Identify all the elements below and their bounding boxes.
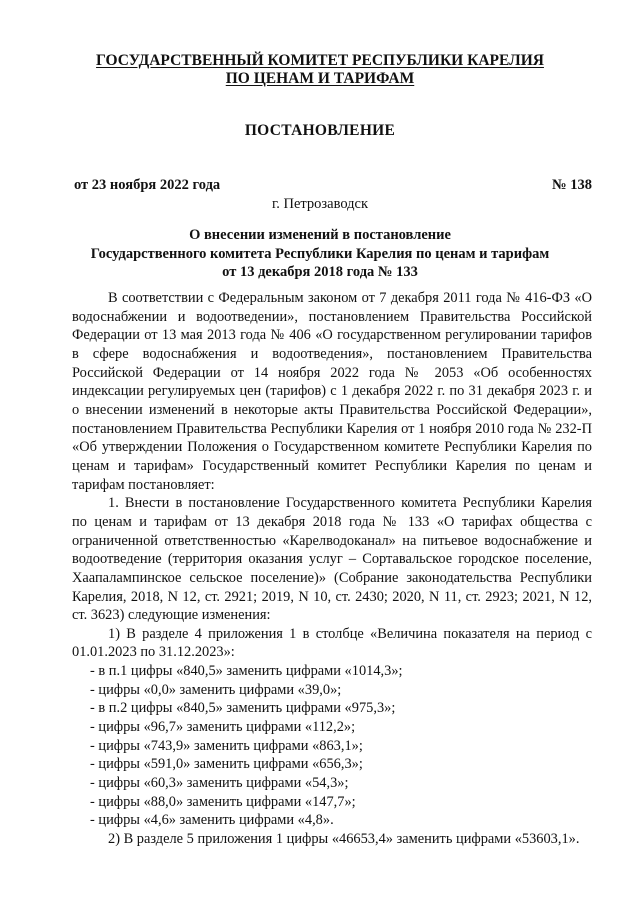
list-item: - цифры «0,0» заменить цифрами «39,0»; xyxy=(90,681,342,698)
organization-name-line-1: ГОСУДАРСТВЕННЫЙ КОМИТЕТ РЕСПУБЛИКИ КАРЕЛИЯ xyxy=(96,52,544,69)
document-body xyxy=(72,289,592,849)
preamble-paragraph: В соответствии с Федеральным законом от 7 декабря 2011 года № 416-ФЗ «О водоснабжении и водоотведении», постановлением Правительства Российской Федерации от 13 мая 2013 года № 406 «О государственном регулировании тарифов в сфере водоснабжения и водоотведения», постановлением Правительства Российской Федерации от 14 ноября 2022 года № 2053 «Об особенностях индексации регулируемых цен (тарифов) с 1 декабря 2022 г. по 31 декабря 2023 г. и о внесении изменений в некоторые акты Правительства Российской Федерации», постановлением Правительства Республики Карелия от 1 ноября 2010 года № 232-П «Об утверждении Положения о Государственном комитете Республики Карелия по ценам и тарифам» Государственный комитет Республики Карелия по ценам и тарифам постановляет: xyxy=(72,290,592,493)
subpoint-1-paragraph: 1) В разделе 4 приложения 1 в столбце «Величина показателя на период с 01.01.2023 по 31.12.2023»: xyxy=(72,625,592,661)
subject-line-1: О внесении изменений в постановление xyxy=(189,227,451,243)
list-item: - в п.2 цифры «840,5» заменить цифрами «975,3»; xyxy=(90,700,396,717)
document-subject xyxy=(0,226,640,282)
document-date: от 23 ноября 2022 года xyxy=(74,177,221,193)
list-item: - цифры «743,9» заменить цифрами «863,1»; xyxy=(90,737,363,754)
list-item: - цифры «60,3» заменить цифрами «54,3»; xyxy=(90,775,349,792)
organization-name-line-2: ПО ЦЕНАМ И ТАРИФАМ xyxy=(225,70,415,87)
document-type: ПОСТАНОВЛЕНИЕ xyxy=(244,122,396,139)
document-number: № 138 xyxy=(552,177,592,193)
subpoint-2-paragraph: 2) В разделе 5 приложения 1 цифры «46653,4» заменить цифрами «53603,1». xyxy=(108,831,580,848)
subject-line-3: от 13 декабря 2018 года № 133 xyxy=(222,264,418,280)
list-item: - цифры «4,6» заменить цифрами «4,8». xyxy=(90,812,334,829)
list-item: - цифры «96,7» заменить цифрами «112,2»; xyxy=(90,719,356,736)
list-item: - в п.1 цифры «840,5» заменить цифрами «1014,3»; xyxy=(90,663,403,680)
point-1-paragraph: 1. Внести в постановление Государственного комитета Республики Карелия по ценам и тарифам от 13 декабря 2018 года № 133 «О тарифах общества с ограниченной ответственностью «Карелводоканал» на питьевое водоснабжение и водоотведение (территория оказания услуг – Сортавальское городское поселение, Хаапалампинское сельское поселение)» (Собрание законодательства Республики Карелия, 2018, N 12, ст. 2921; 2019, N 10, ст. 2430; 2020, N 11, ст. 2923; 2021, N 12, ст. 3623) следующие изменения: xyxy=(72,495,592,624)
list-item: - цифры «88,0» заменить цифрами «147,7»; xyxy=(90,793,356,810)
document-city: г. Петрозаводск xyxy=(271,196,369,212)
list-item: - цифры «591,0» заменить цифрами «656,3»; xyxy=(90,756,363,773)
organization-name xyxy=(0,52,640,88)
subject-line-2: Государственного комитета Республики Карелия по ценам и тарифам xyxy=(90,245,550,262)
